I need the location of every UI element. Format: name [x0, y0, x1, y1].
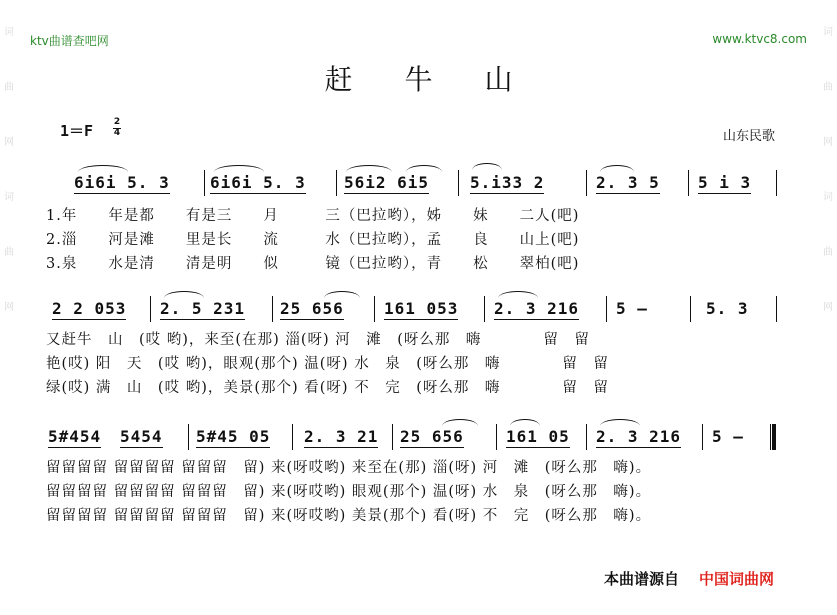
- measure: 5. 3: [706, 299, 749, 318]
- measure: 25 656: [400, 427, 464, 446]
- lyric-line-2-1: 又赶牛 山 (哎 哟)，来至(在那) 淄(呀) 河 滩 (呀么那 嗨 留 留: [46, 332, 590, 348]
- song-origin: 山东民歌: [722, 129, 775, 144]
- key-signature: 1＝F: [60, 122, 94, 140]
- watermark-left: 词 曲 网 词 曲 网: [4, 27, 14, 313]
- lyric-line-3-3: 留留留留 留留留留 留留留 留) 来(呀哎哟) 美景(那个) 看(呀) 不 完 (呀么那 嗨)。: [46, 508, 652, 524]
- measure: 5#454: [48, 427, 102, 446]
- measure: 25 656: [280, 299, 344, 318]
- measure: 161 053: [384, 299, 459, 318]
- source-brand[interactable]: 中国词曲网: [699, 570, 775, 588]
- measure: 5 –: [712, 427, 744, 446]
- source-label: 本曲谱源自: [604, 570, 680, 588]
- source-credit: [604, 568, 774, 589]
- measure: 5 i 3: [698, 173, 752, 192]
- lyric-line-1-1: 1.年 年是都 有是三 月 三（巴拉哟），姊 妹 二人(吧): [46, 208, 580, 224]
- measure: 56i2 6i5: [344, 173, 430, 192]
- measure: 5 –: [616, 299, 648, 318]
- watermark-right: 词 曲 网 词 曲 网: [823, 27, 833, 313]
- lyric-line-1-3: 3.泉 水是清 清是明 似 镜（巴拉哟），青 松 翠柏(吧): [46, 256, 580, 272]
- site-url-right: www.ktvc8.com: [712, 32, 807, 46]
- measure: 161 05: [506, 427, 570, 446]
- notation-row-3: [44, 416, 784, 456]
- notation-row-2: [50, 288, 780, 328]
- measure: 2 2 053: [52, 299, 127, 318]
- measure: 2. 3 216: [596, 427, 682, 446]
- measure: 2. 5 231: [160, 299, 246, 318]
- lyric-line-2-2: 艳(哎) 阳 天 (哎 哟)，眼观(那个) 温(呀) 水 泉 (呀么那 嗨 留 留: [46, 356, 609, 372]
- time-signature: 2 4: [113, 117, 121, 138]
- lyric-line-3-2: 留留留留 留留留留 留留留 留) 来(呀哎哟) 眼观(那个) 温(呀) 水 泉 (呀么那 嗨)。: [46, 484, 652, 500]
- measure: 2. 3 5: [596, 173, 660, 192]
- measure: 2. 3 216: [494, 299, 580, 318]
- measure: 2. 3 21: [304, 427, 379, 446]
- lyric-line-2-3: 绿(哎) 满 山 (哎 哟)，美景(那个) 看(呀) 不 完 (呀么那 嗨 留 留: [46, 380, 609, 396]
- song-title: 赶牛山: [324, 63, 565, 96]
- measure: 6i6i 5. 3: [74, 173, 170, 192]
- measure: 5#45 05: [196, 427, 271, 446]
- lyric-line-1-2: 2.淄 河是滩 里是长 流 水（巴拉哟），孟 良 山上(吧): [46, 232, 580, 248]
- lyric-line-3-1: 留留留留 留留留留 留留留 留) 来(呀哎哟) 来至在(那) 淄(呀) 河 滩 (呀么那 嗨)。: [46, 460, 652, 476]
- site-name-left: ktv曲谱查吧网: [30, 34, 109, 48]
- measure: 5.i33 2: [470, 173, 545, 192]
- measure: 6i6i 5. 3: [210, 173, 306, 192]
- notation-row-1: [60, 162, 780, 202]
- measure: 5454: [120, 427, 163, 446]
